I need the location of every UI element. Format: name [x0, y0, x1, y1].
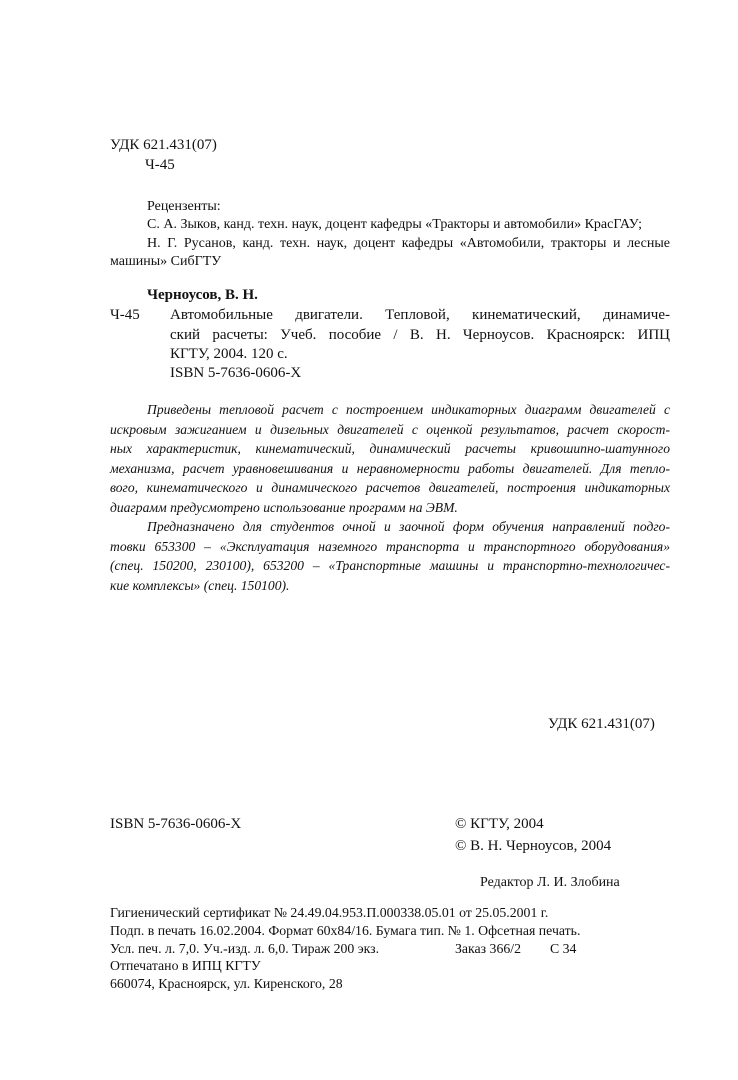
abstract-line: Предназначено для студентов очной и заочной форм обучения направлений подго-: [147, 519, 670, 534]
order-code: С 34: [550, 940, 577, 956]
abstract-line: искровым зажиганием и дизельных двигателей с оценкой результатов, расчет скорост-: [110, 421, 670, 437]
imprint-line: Подп. в печать 16.02.2004. Формат 60x84/16. Бумага тип. № 1. Офсетная печать.: [110, 922, 581, 938]
bib-mark: Ч-45: [110, 307, 140, 323]
imprint-line: 660074, Красноярск, ул. Киренского, 28: [110, 976, 343, 992]
abstract-line: Приведены тепловой расчет с построением индикаторных диаграмм двигателей с: [147, 402, 670, 417]
imprint-line: [110, 940, 580, 958]
udk-code-bottom: УДК 621.431(07): [548, 716, 655, 732]
abstract: [110, 400, 670, 595]
imprint-line: Гигиенический сертификат № 24.49.04.953.П.000338.05.01 от 25.05.2001 г.: [110, 905, 549, 920]
order-number: Заказ 366/2: [455, 940, 521, 956]
copyright-university: © КГТУ, 2004: [455, 816, 544, 832]
editor: Редактор Л. И. Злобина: [480, 875, 620, 890]
bib-line: Автомобильные двигатели. Тепловой, кинематический, динамиче-: [170, 307, 670, 323]
reviewer-2: Н. Г. Русанов, канд. техн. наук, доцент кафедры «Автомобили, тракторы и лесные: [147, 236, 670, 251]
abstract-line: товки 653300 – «Эксплуатация наземного транспорта и транспортного оборудования»: [110, 538, 670, 554]
bib-line: ский расчеты: Учеб. пособие / В. Н. Черноусов. Красноярск: ИПЦ: [170, 327, 670, 343]
udk-code: УДК 621.431(07): [110, 137, 217, 153]
abstract-line: механизма, расчет уравновешивания и неравномерности работы двигателей. Для тепло-: [110, 460, 670, 476]
imprint: [110, 904, 580, 993]
abstract-line: диаграмм предусмотрено использование программ на ЭВМ.: [110, 499, 458, 515]
print-specs: Усл. печ. л. 7,0. Уч.-изд. л. 6,0. Тираж 200 экз.: [110, 940, 380, 956]
reviewer-1: С. А. Зыков, канд. техн. наук, доцент кафедры «Тракторы и автомобили» КрасГАУ;: [147, 217, 643, 232]
abstract-line: кие комплексы» (спец. 150100).: [110, 577, 290, 593]
bib-isbn: ISBN 5-7636-0606-X: [170, 365, 302, 381]
abstract-line: ных характеристик, кинематический, динамический расчеты кривошипно-шатунного: [110, 441, 670, 456]
author-mark: Ч-45: [145, 157, 175, 173]
abstract-line: (спец. 150200, 230100), 653200 – «Транспортные машины и транспортно-технологичес-: [110, 558, 670, 573]
reviewers-heading: Рецензенты:: [147, 199, 221, 214]
book-author: Черноусов, В. Н.: [147, 287, 258, 303]
copyright-author: © В. Н. Черноусов, 2004: [455, 838, 612, 854]
reviewer-2-cont: машины» СибГТУ: [110, 254, 222, 269]
isbn-bottom: ISBN 5-7636-0606-X: [110, 816, 242, 832]
imprint-line: Отпечатано в ИПЦ КГТУ: [110, 958, 261, 974]
bib-line: КГТУ, 2004. 120 с.: [170, 346, 288, 362]
abstract-line: вого, кинематического и динамического расчетов двигателей, построения индикаторных: [110, 480, 670, 495]
